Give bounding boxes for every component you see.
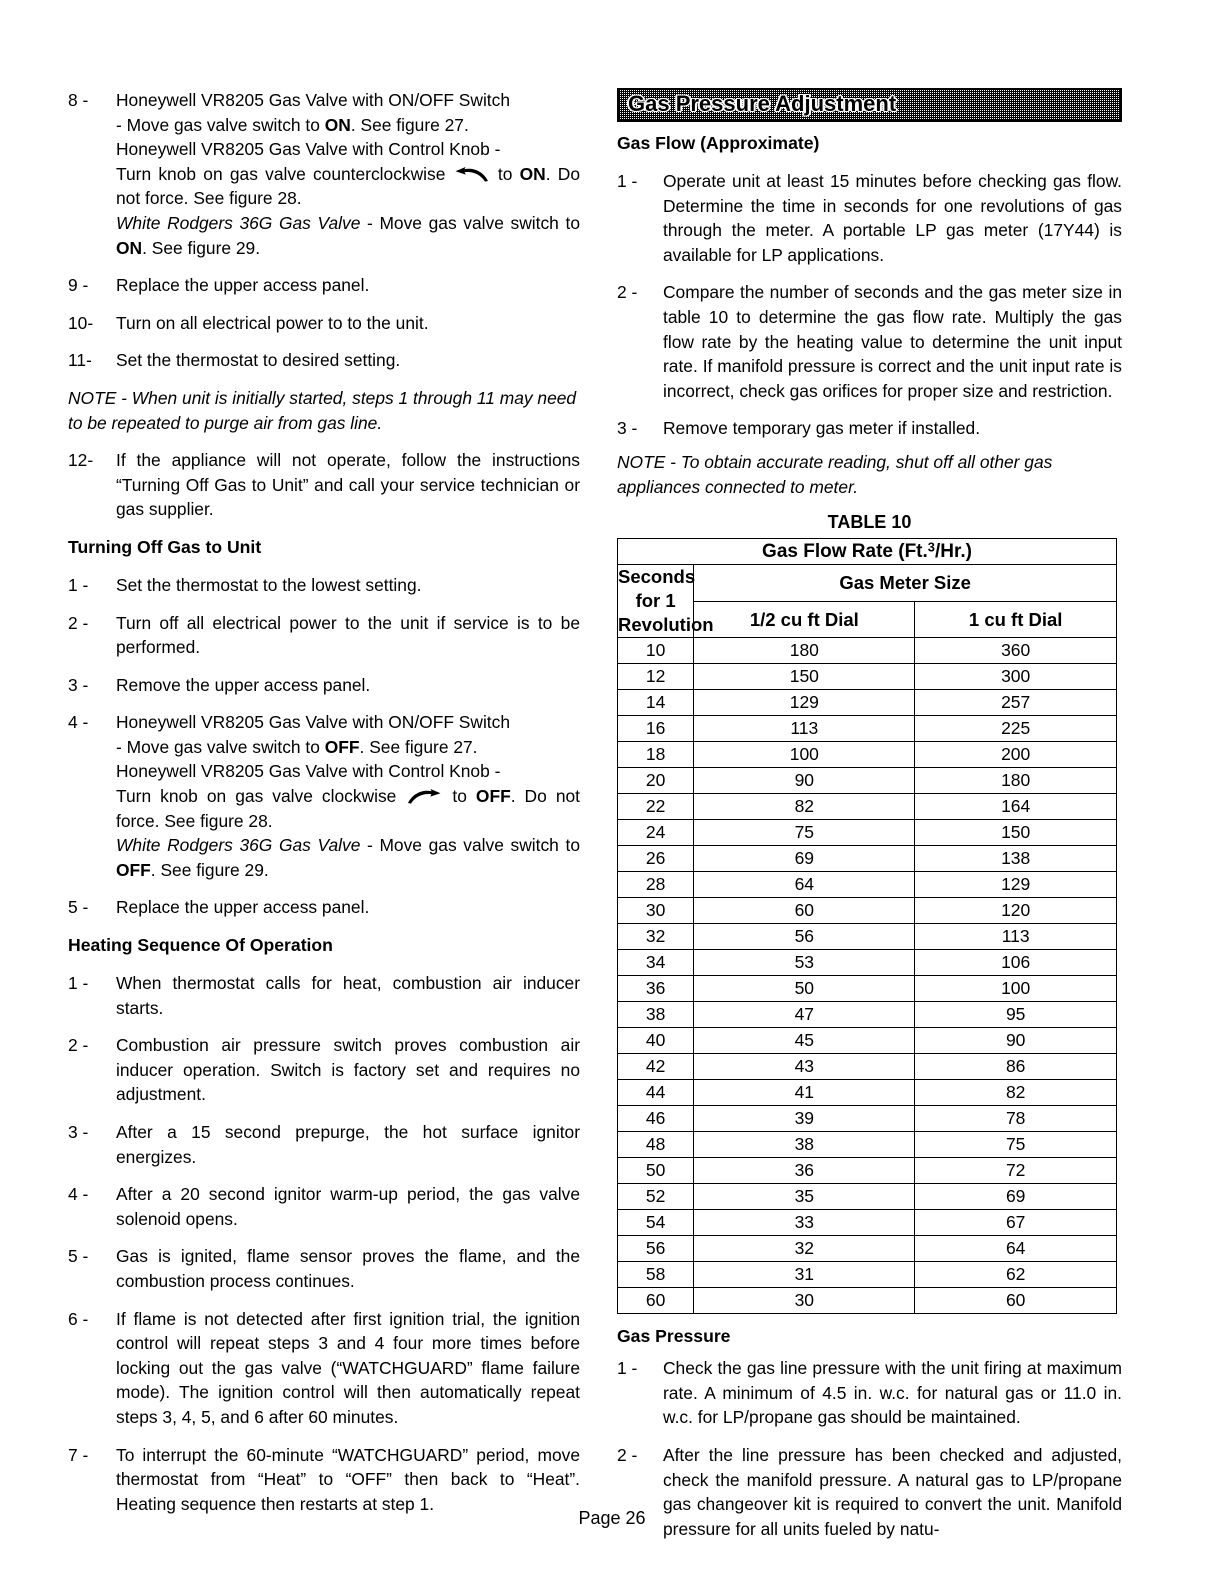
cell-one-cu-ft: 72: [915, 1158, 1117, 1184]
move-switch-on-pre: - Move gas valve switch to: [116, 114, 325, 135]
clockwise-arrow-icon: [407, 789, 441, 804]
cell-one-cu-ft: 164: [915, 794, 1117, 820]
list-item-number: 1 -: [68, 574, 89, 595]
turning-off-item-5: [68, 895, 580, 920]
table-row: [618, 638, 1117, 664]
list-item-11: [68, 348, 580, 373]
list-item-number: 2 -: [617, 282, 638, 303]
list-item-number: 5 -: [68, 897, 89, 918]
list-item-text: After a 20 second ignitor warm-up period, the gas valve solenoid opens.: [116, 1184, 580, 1229]
valve-type-white-rodgers: White Rodgers 36G Gas Valve: [116, 212, 361, 233]
cell-half-cu-ft: 33: [694, 1210, 915, 1236]
list-item-number: 4 -: [68, 1184, 89, 1205]
move-switch-on-post: . See figure 27.: [350, 114, 469, 135]
table-title-suffix: /Hr.): [934, 541, 972, 563]
cell-seconds: 14: [618, 690, 694, 716]
cell-seconds: 44: [618, 1080, 694, 1106]
turning-off-item-1: [68, 573, 580, 598]
turning-off-item-4: [68, 710, 580, 882]
cell-one-cu-ft: 60: [915, 1288, 1117, 1314]
list-item-text: Set the thermostat to the lowest setting.: [116, 574, 422, 595]
list-item-text: To interrupt the 60-minute “WATCHGUARD” period, move thermostat from “Heat” to “OFF” then back to “Heat”. Heating sequence then restarts at step 1.: [116, 1444, 580, 1514]
cell-one-cu-ft: 150: [915, 820, 1117, 846]
counterclockwise-arrow-icon: [455, 167, 489, 182]
white-rodgers-on-pre: - Move gas valve switch to: [360, 212, 580, 233]
list-item-number: 2 -: [68, 612, 89, 633]
table-row: [618, 1236, 1117, 1262]
cell-half-cu-ft: 64: [694, 872, 915, 898]
cell-seconds: 40: [618, 1028, 694, 1054]
cell-half-cu-ft: 150: [694, 664, 915, 690]
cell-seconds: 36: [618, 976, 694, 1002]
table-title-superscript: 3: [927, 539, 935, 555]
cell-one-cu-ft: 257: [915, 690, 1117, 716]
cell-seconds: 12: [618, 664, 694, 690]
banner-title-text: Gas Pressure Adjustment: [628, 91, 897, 116]
cell-half-cu-ft: 50: [694, 976, 915, 1002]
list-item-number: 6 -: [68, 1308, 89, 1329]
list-item-number: 5 -: [68, 1246, 89, 1267]
list-item-number: 1 -: [68, 973, 89, 994]
header-seconds-for-1-revolution: Seconds for 1 Revolution: [618, 565, 694, 638]
list-item-number: 2 -: [617, 1444, 638, 1465]
list-item-number: 1 -: [617, 1358, 638, 1379]
cell-seconds: 10: [618, 638, 694, 664]
list-item-text: Check the gas line pressure with the unit firing at maximum rate. A minimum of 4.5 in. w.c. for natural gas or 11.0 in. w.c. for LP/propane gas should be maintained.: [663, 1358, 1122, 1428]
cell-one-cu-ft: 75: [915, 1132, 1117, 1158]
table-row: [618, 1132, 1117, 1158]
cell-one-cu-ft: 129: [915, 872, 1117, 898]
table-head: [618, 539, 1117, 638]
heating-item-2: [68, 1033, 580, 1107]
cell-seconds: 20: [618, 768, 694, 794]
move-switch-on-line: [116, 113, 580, 138]
turn-knob-cw-post: . Do not force. See figure 28.: [116, 786, 580, 831]
heading-heating-sequence: Heating Sequence Of Operation: [68, 935, 333, 956]
list-item-text: Remove the upper access panel.: [116, 674, 371, 695]
list-item-12: [68, 448, 580, 522]
white-rodgers-off-pre: - Move gas valve switch to: [360, 835, 580, 856]
table-title-prefix: Gas Flow Rate (Ft.: [762, 541, 928, 563]
page-number: Page 26: [578, 1508, 646, 1528]
turn-knob-cw-pre: Turn knob on gas valve clockwise: [116, 786, 406, 807]
cell-half-cu-ft: 56: [694, 924, 915, 950]
list-item-text: After the line pressure has been checked and adjusted, check the manifold pressure. A natural gas to LP/propane gas changeover kit is required to convert the unit. Manifold pressure for all units fueled by natu-: [663, 1444, 1122, 1539]
list-item-number: 12-: [68, 450, 94, 471]
cell-one-cu-ft: 180: [915, 768, 1117, 794]
table-row: [618, 1080, 1117, 1106]
list-item-number: 7 -: [68, 1444, 89, 1465]
cell-one-cu-ft: 82: [915, 1080, 1117, 1106]
heating-item-5: [68, 1244, 580, 1293]
off-label: OFF: [324, 736, 360, 757]
cell-one-cu-ft: 62: [915, 1262, 1117, 1288]
table-body: [618, 638, 1117, 1314]
cell-one-cu-ft: 69: [915, 1184, 1117, 1210]
table-row: [618, 924, 1117, 950]
cell-one-cu-ft: 225: [915, 716, 1117, 742]
table-row: [618, 1002, 1117, 1028]
cell-one-cu-ft: 300: [915, 664, 1117, 690]
cell-seconds: 58: [618, 1262, 694, 1288]
cell-half-cu-ft: 82: [694, 794, 915, 820]
cell-half-cu-ft: 43: [694, 1054, 915, 1080]
cell-seconds: 60: [618, 1288, 694, 1314]
cell-half-cu-ft: 53: [694, 950, 915, 976]
list-item-text: Turn on all electrical power to to the unit.: [116, 312, 429, 333]
table-row: [618, 1210, 1117, 1236]
cell-seconds: 52: [618, 1184, 694, 1210]
cell-seconds: 16: [618, 716, 694, 742]
list-item-text: Set the thermostat to desired setting.: [116, 350, 401, 371]
cell-seconds: 50: [618, 1158, 694, 1184]
list-item-10: [68, 311, 580, 336]
cell-half-cu-ft: 31: [694, 1262, 915, 1288]
cell-seconds: 28: [618, 872, 694, 898]
turn-knob-cw-line: [116, 784, 580, 833]
valve-type-onoff-switch: Honeywell VR8205 Gas Valve with ON/OFF Switch: [116, 90, 511, 110]
cell-half-cu-ft: 35: [694, 1184, 915, 1210]
white-rodgers-on-line: [116, 211, 580, 260]
heading-turning-off-gas: Turning Off Gas to Unit: [68, 536, 262, 557]
list-item-number: 3 -: [68, 1122, 89, 1142]
table-row: [618, 1054, 1117, 1080]
table-row: [618, 950, 1117, 976]
cell-half-cu-ft: 180: [694, 638, 915, 664]
valve-type-onoff-switch-off: Honeywell VR8205 Gas Valve with ON/OFF Switch: [116, 712, 511, 733]
table-row: [618, 716, 1117, 742]
table-row: [618, 690, 1117, 716]
list-item-number: 3 -: [68, 674, 89, 695]
gas-flow-item-3: [617, 416, 1122, 441]
heading-gas-pressure: Gas Pressure: [617, 1326, 731, 1347]
heating-item-6: [68, 1307, 580, 1430]
cell-seconds: 24: [618, 820, 694, 846]
cell-one-cu-ft: 106: [915, 950, 1117, 976]
turn-knob-ccw-post: . Do not force. See figure 28.: [116, 163, 580, 209]
cell-one-cu-ft: 67: [915, 1210, 1117, 1236]
list-item-8: [68, 88, 580, 260]
note-purge-air: NOTE - When unit is initially started, steps 1 through 11 may need to be repeated to purge air from gas line.: [68, 387, 577, 433]
cell-seconds: 46: [618, 1106, 694, 1132]
list-item-text: Remove temporary gas meter if installed.: [663, 418, 981, 439]
table-title-cell: [618, 539, 1117, 565]
on-label-3: ON: [116, 237, 143, 258]
off-label-2: OFF: [475, 786, 511, 807]
list-item-number: 11-: [68, 350, 92, 371]
table-row: [618, 872, 1117, 898]
table-header-row-1: [618, 565, 1117, 602]
cell-half-cu-ft: 36: [694, 1158, 915, 1184]
list-item-number: 2 -: [68, 1035, 89, 1056]
cell-seconds: 54: [618, 1210, 694, 1236]
table-row: [618, 742, 1117, 768]
turn-knob-cw-mid: to: [443, 786, 476, 807]
cell-half-cu-ft: 45: [694, 1028, 915, 1054]
table-row: [618, 976, 1117, 1002]
table-row: [618, 1262, 1117, 1288]
table-row: [618, 846, 1117, 872]
move-switch-off-pre: - Move gas valve switch to: [116, 736, 325, 757]
cell-one-cu-ft: 95: [915, 1002, 1117, 1028]
table-row: [618, 768, 1117, 794]
white-rodgers-on-post: . See figure 29.: [142, 237, 261, 258]
left-column: [68, 88, 580, 1529]
cell-half-cu-ft: 90: [694, 768, 915, 794]
on-label: ON: [324, 114, 351, 135]
right-column: [617, 88, 1122, 1554]
cell-half-cu-ft: 39: [694, 1106, 915, 1132]
move-switch-off-line: [116, 735, 580, 760]
move-switch-off-post: . See figure 27.: [359, 736, 478, 757]
cell-seconds: 30: [618, 898, 694, 924]
heating-item-4: [68, 1182, 580, 1231]
cell-half-cu-ft: 113: [694, 716, 915, 742]
cell-one-cu-ft: 120: [915, 898, 1117, 924]
cell-half-cu-ft: 47: [694, 1002, 915, 1028]
gas-pressure-item-1: [617, 1356, 1122, 1430]
cell-seconds: 22: [618, 794, 694, 820]
table-row: [618, 1106, 1117, 1132]
cell-one-cu-ft: 90: [915, 1028, 1117, 1054]
table-row: [618, 1028, 1117, 1054]
list-item-9: [68, 273, 580, 298]
list-item-text: Replace the upper access panel.: [116, 275, 370, 296]
cell-half-cu-ft: 69: [694, 846, 915, 872]
cell-half-cu-ft: 41: [694, 1080, 915, 1106]
cell-seconds: 34: [618, 950, 694, 976]
cell-half-cu-ft: 30: [694, 1288, 915, 1314]
cell-one-cu-ft: 113: [915, 924, 1117, 950]
list-item-text: Operate unit at least 15 minutes before checking gas flow. Determine the time in seconds for one revolutions of gas through the meter. A portable LP gas meter (17Y44) is available for LP applications.: [663, 171, 1122, 265]
list-item-number: 8 -: [68, 90, 89, 110]
cell-seconds: 48: [618, 1132, 694, 1158]
on-label-2: ON: [519, 163, 546, 184]
list-item-number: 4 -: [68, 712, 89, 733]
list-item-text: When thermostat calls for heat, combustion air inducer starts.: [116, 973, 580, 1018]
header-gas-meter-size: Gas Meter Size: [694, 565, 1117, 602]
list-item-number: 10-: [68, 312, 94, 333]
off-label-3: OFF: [116, 859, 151, 880]
cell-seconds: 18: [618, 742, 694, 768]
valve-type-control-knob: Honeywell VR8205 Gas Valve with Control Knob -: [116, 139, 501, 160]
cell-one-cu-ft: 78: [915, 1106, 1117, 1132]
cell-half-cu-ft: 100: [694, 742, 915, 768]
list-item-text: If the appliance will not operate, follow the instructions “Turning Off Gas to Unit” and call your service technician or gas supplier.: [116, 450, 580, 520]
table-row: [618, 1184, 1117, 1210]
cell-one-cu-ft: 360: [915, 638, 1117, 664]
turning-off-item-3: [68, 673, 580, 698]
cell-half-cu-ft: 75: [694, 820, 915, 846]
list-item-text: If flame is not detected after first ignition trial, the ignition control will repeat steps 3 and 4 four more times before locking out the gas valve (“WATCHGUARD” flame failure mode). The ignition control will then automatically repeat steps 3, 4, 5, and 6 after 60 minutes.: [116, 1308, 580, 1427]
table-caption: TABLE 10: [827, 512, 912, 533]
list-item-text: Compare the number of seconds and the gas meter size in table 10 to determine the gas flow rate. Multiply the gas flow rate by the heating value to determine the unit input rate. If manifold pressure is correct and the unit input rate is incorrect, check gas orifices for proper size and restriction.: [663, 282, 1122, 401]
list-item-text: Combustion air pressure switch proves combustion air inducer operation. Switch is factory set and requires no adjustment.: [116, 1035, 580, 1105]
heating-item-3: [68, 1120, 580, 1169]
turning-off-item-2: [68, 611, 580, 660]
header-one-cu-ft-dial: 1 cu ft Dial: [915, 601, 1117, 638]
turn-knob-ccw-pre: Turn knob on gas valve counterclockwise: [116, 163, 453, 184]
list-item-text: After a 15 second prepurge, the hot surface ignitor energizes.: [116, 1122, 580, 1167]
heating-item-1: [68, 971, 580, 1020]
cell-seconds: 56: [618, 1236, 694, 1262]
valve-type-white-rodgers-off: White Rodgers 36G Gas Valve: [116, 835, 361, 856]
section-banner-gas-pressure-adjustment: [617, 88, 1122, 122]
cell-half-cu-ft: 60: [694, 898, 915, 924]
turn-knob-ccw-line: [116, 162, 580, 211]
cell-one-cu-ft: 200: [915, 742, 1117, 768]
table-row: [618, 1158, 1117, 1184]
table-title-row: [618, 539, 1117, 565]
cell-one-cu-ft: 100: [915, 976, 1117, 1002]
cell-one-cu-ft: 138: [915, 846, 1117, 872]
note-accurate-reading: NOTE - To obtain accurate reading, shut off all other gas appliances connected to meter.: [617, 451, 1053, 497]
list-item-text: Turn off all electrical power to the unit if service is to be performed.: [116, 612, 580, 658]
table-row: [618, 794, 1117, 820]
heating-item-7: [68, 1443, 580, 1517]
cell-one-cu-ft: 86: [915, 1054, 1117, 1080]
table-row: [618, 898, 1117, 924]
cell-half-cu-ft: 129: [694, 690, 915, 716]
page-footer: [0, 1508, 1224, 1529]
cell-half-cu-ft: 38: [694, 1132, 915, 1158]
table-row: [618, 820, 1117, 846]
header-half-cu-ft-dial: 1/2 cu ft Dial: [694, 601, 915, 638]
gas-flow-item-1: [617, 169, 1122, 267]
cell-seconds: 26: [618, 846, 694, 872]
valve-type-control-knob-off: Honeywell VR8205 Gas Valve with Control Knob -: [116, 761, 501, 782]
list-item-number: 9 -: [68, 275, 89, 296]
cell-half-cu-ft: 32: [694, 1236, 915, 1262]
heading-gas-flow: Gas Flow (Approximate): [617, 133, 820, 153]
white-rodgers-off-line: [116, 833, 580, 882]
turn-knob-ccw-mid: to: [490, 163, 520, 184]
cell-one-cu-ft: 64: [915, 1236, 1117, 1262]
cell-seconds: 32: [618, 924, 694, 950]
cell-seconds: 42: [618, 1054, 694, 1080]
gas-flow-rate-table: [617, 538, 1117, 1314]
cell-seconds: 38: [618, 1002, 694, 1028]
list-item-number: 1 -: [617, 171, 638, 191]
white-rodgers-off-post: . See figure 29.: [150, 859, 269, 880]
list-item-text: Gas is ignited, flame sensor proves the flame, and the combustion process continues.: [116, 1246, 580, 1291]
banner-title: [628, 89, 896, 119]
table-row: [618, 1288, 1117, 1314]
gas-flow-item-2: [617, 280, 1122, 403]
list-item-text: Replace the upper access panel.: [116, 897, 370, 918]
list-item-number: 3 -: [617, 418, 638, 439]
table-row: [618, 664, 1117, 690]
